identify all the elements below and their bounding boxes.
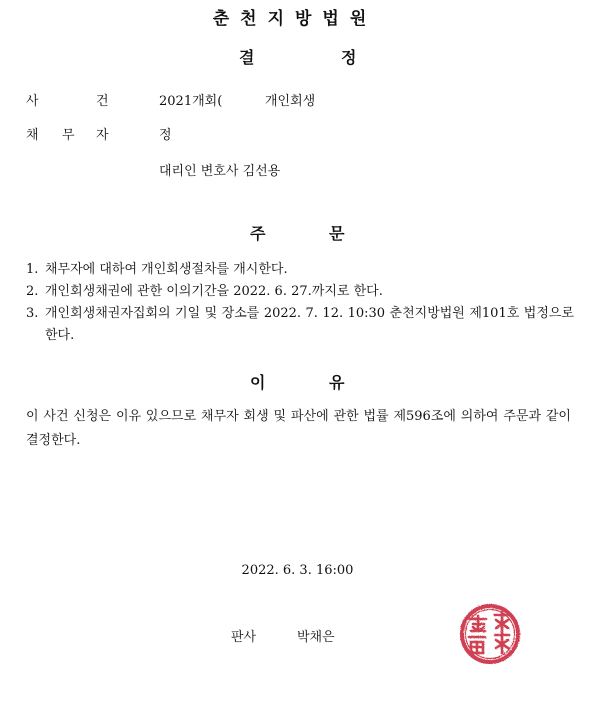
order-heading-left: 주 (250, 224, 266, 243)
court-name: 춘천지방법원 (212, 9, 378, 29)
case-label-char-1: 사 (26, 94, 39, 109)
court-seal-stamp-icon (457, 601, 523, 667)
order-text: 채무자에 대하여 개인회생절차를 개시한다. (45, 262, 288, 277)
debtor-label-char-3: 자 (96, 128, 109, 143)
debtor-name: 정 (159, 128, 172, 143)
judge-name: 박채은 (297, 630, 335, 645)
order-item (26, 281, 574, 303)
case-number: 2021개회( (159, 94, 223, 109)
order-item (26, 259, 574, 281)
order-text: 개인회생채권에 관한 이의기간을 2022. 6. 27.까지로 한다. (45, 284, 383, 299)
decision-date: 2022. 6. 3. 16:00 (241, 563, 354, 578)
order-item (26, 303, 574, 347)
case-label-char-2: 건 (96, 94, 109, 109)
order-heading-right: 문 (329, 224, 345, 243)
doc-title-right: 정 (341, 48, 357, 67)
order-number: 3. (26, 306, 39, 321)
order-number: 1. (26, 262, 39, 277)
reason-heading-left: 이 (250, 373, 266, 392)
order-list (26, 259, 574, 347)
case-type: 개인회생 (265, 94, 316, 109)
order-number: 2. (26, 284, 39, 299)
reason-heading-right: 유 (329, 373, 345, 392)
debtor-label-char-1: 채 (26, 128, 39, 143)
order-text: 개인회생채권자집회의 기일 및 장소를 2022. 7. 12. 10:30 춘천지방법원 제101호 법정으로 한다. (45, 306, 574, 343)
doc-title-left: 결 (239, 48, 255, 67)
reason-text: 이 사건 신청은 이유 있으므로 채무자 회생 및 파산에 관한 법률 제596조에 의하여 주문과 같이 결정한다. (26, 409, 571, 448)
debtor-label-char-2: 무 (62, 128, 75, 143)
judge-title: 판사 (231, 630, 257, 645)
attorney-line: 대리인 변호사 김선용 (159, 164, 281, 179)
